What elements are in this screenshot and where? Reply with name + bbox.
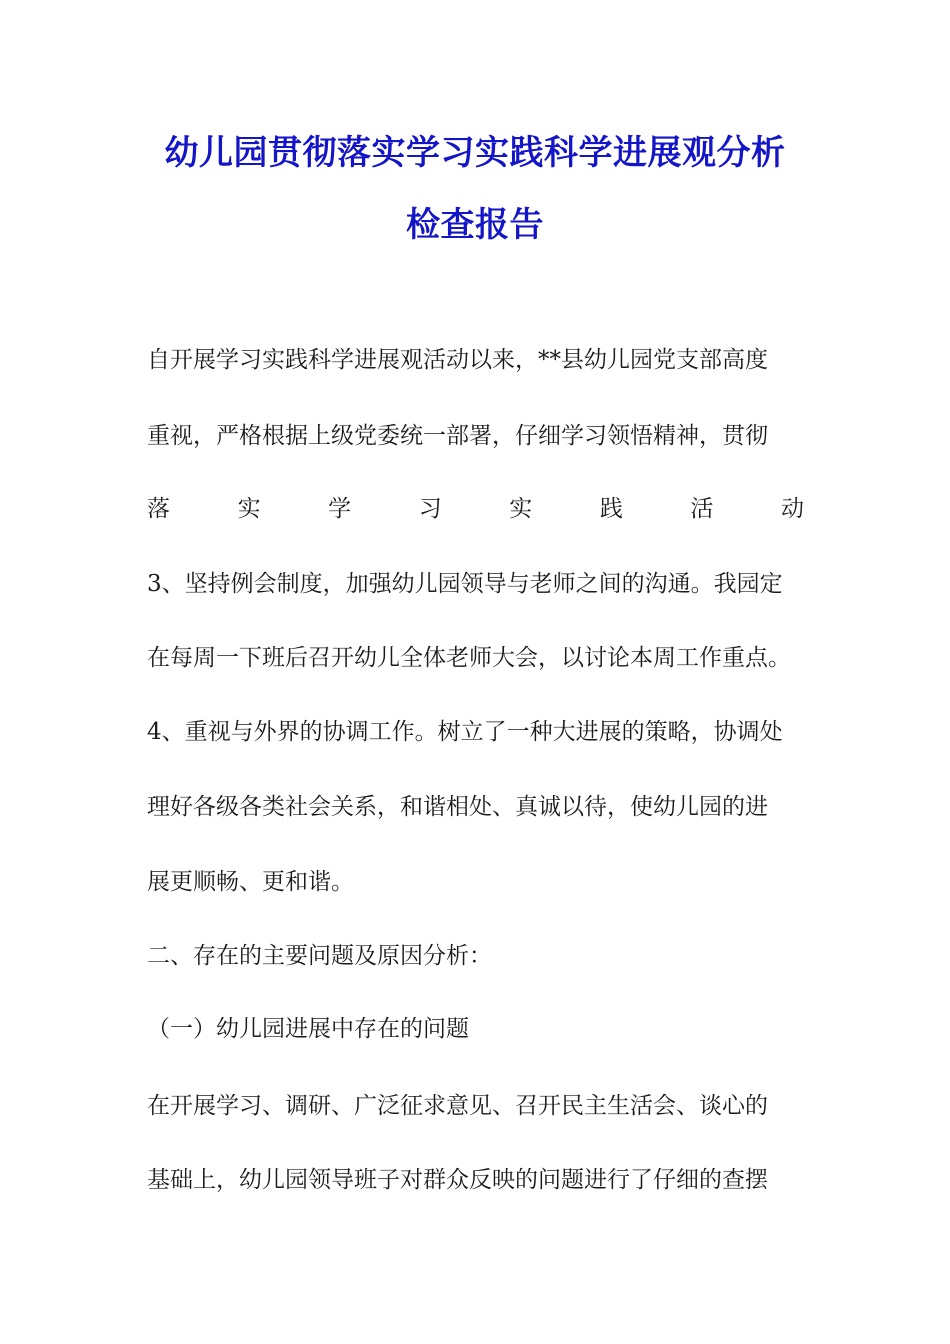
paragraph-line: 4、重视与外界的协调工作。树立了一种大进展的策略，协调处 — [147, 719, 783, 745]
paragraph-line: 理好各级各类社会关系，和谐相处、真诚以待，使幼儿园的进 — [147, 794, 768, 820]
paragraph-line: 基础上，幼儿园领导班子对群众反映的问题进行了仔细的查摆 — [147, 1167, 768, 1193]
justified-char: 落 — [147, 496, 170, 522]
justified-char: 学 — [328, 496, 352, 522]
paragraph-line: 自开展学习实践科学进展观活动以来，**县幼儿园党支部高度 — [147, 347, 768, 373]
justified-char: 习 — [418, 496, 442, 522]
paragraph-line: 展更顺畅、更和谐。 — [147, 869, 354, 895]
justified-char: 践 — [599, 496, 623, 522]
paragraph-line: 3、坚持例会制度，加强幼儿园领导与老师之间的沟通。我园定 — [147, 571, 783, 597]
paragraph-line: 在每周一下班后召开幼儿全体老师大会，以讨论本周工作重点。 — [147, 645, 791, 671]
paragraph-line: 在开展学习、调研、广泛征求意见、召开民主生活会、谈心的 — [147, 1093, 768, 1119]
justified-char: 实 — [237, 496, 261, 522]
justified-char: 实 — [509, 496, 533, 522]
paragraph-line: 重视，严格根据上级党委统一部署，仔细学习领悟精神，贯彻 — [147, 423, 768, 449]
document-title-line-1: 幼儿园贯彻落实学习实践科学进展观分析 — [164, 133, 786, 173]
section-heading: 二、存在的主要问题及原因分析： — [147, 943, 492, 969]
subsection-heading: （一）幼儿园进展中存在的问题 — [147, 1016, 469, 1042]
justified-char: 动 — [780, 496, 804, 522]
justified-char: 活 — [690, 496, 714, 522]
paragraph-line-justified — [147, 493, 804, 525]
document-title-line-2: 检查报告 — [406, 205, 544, 245]
